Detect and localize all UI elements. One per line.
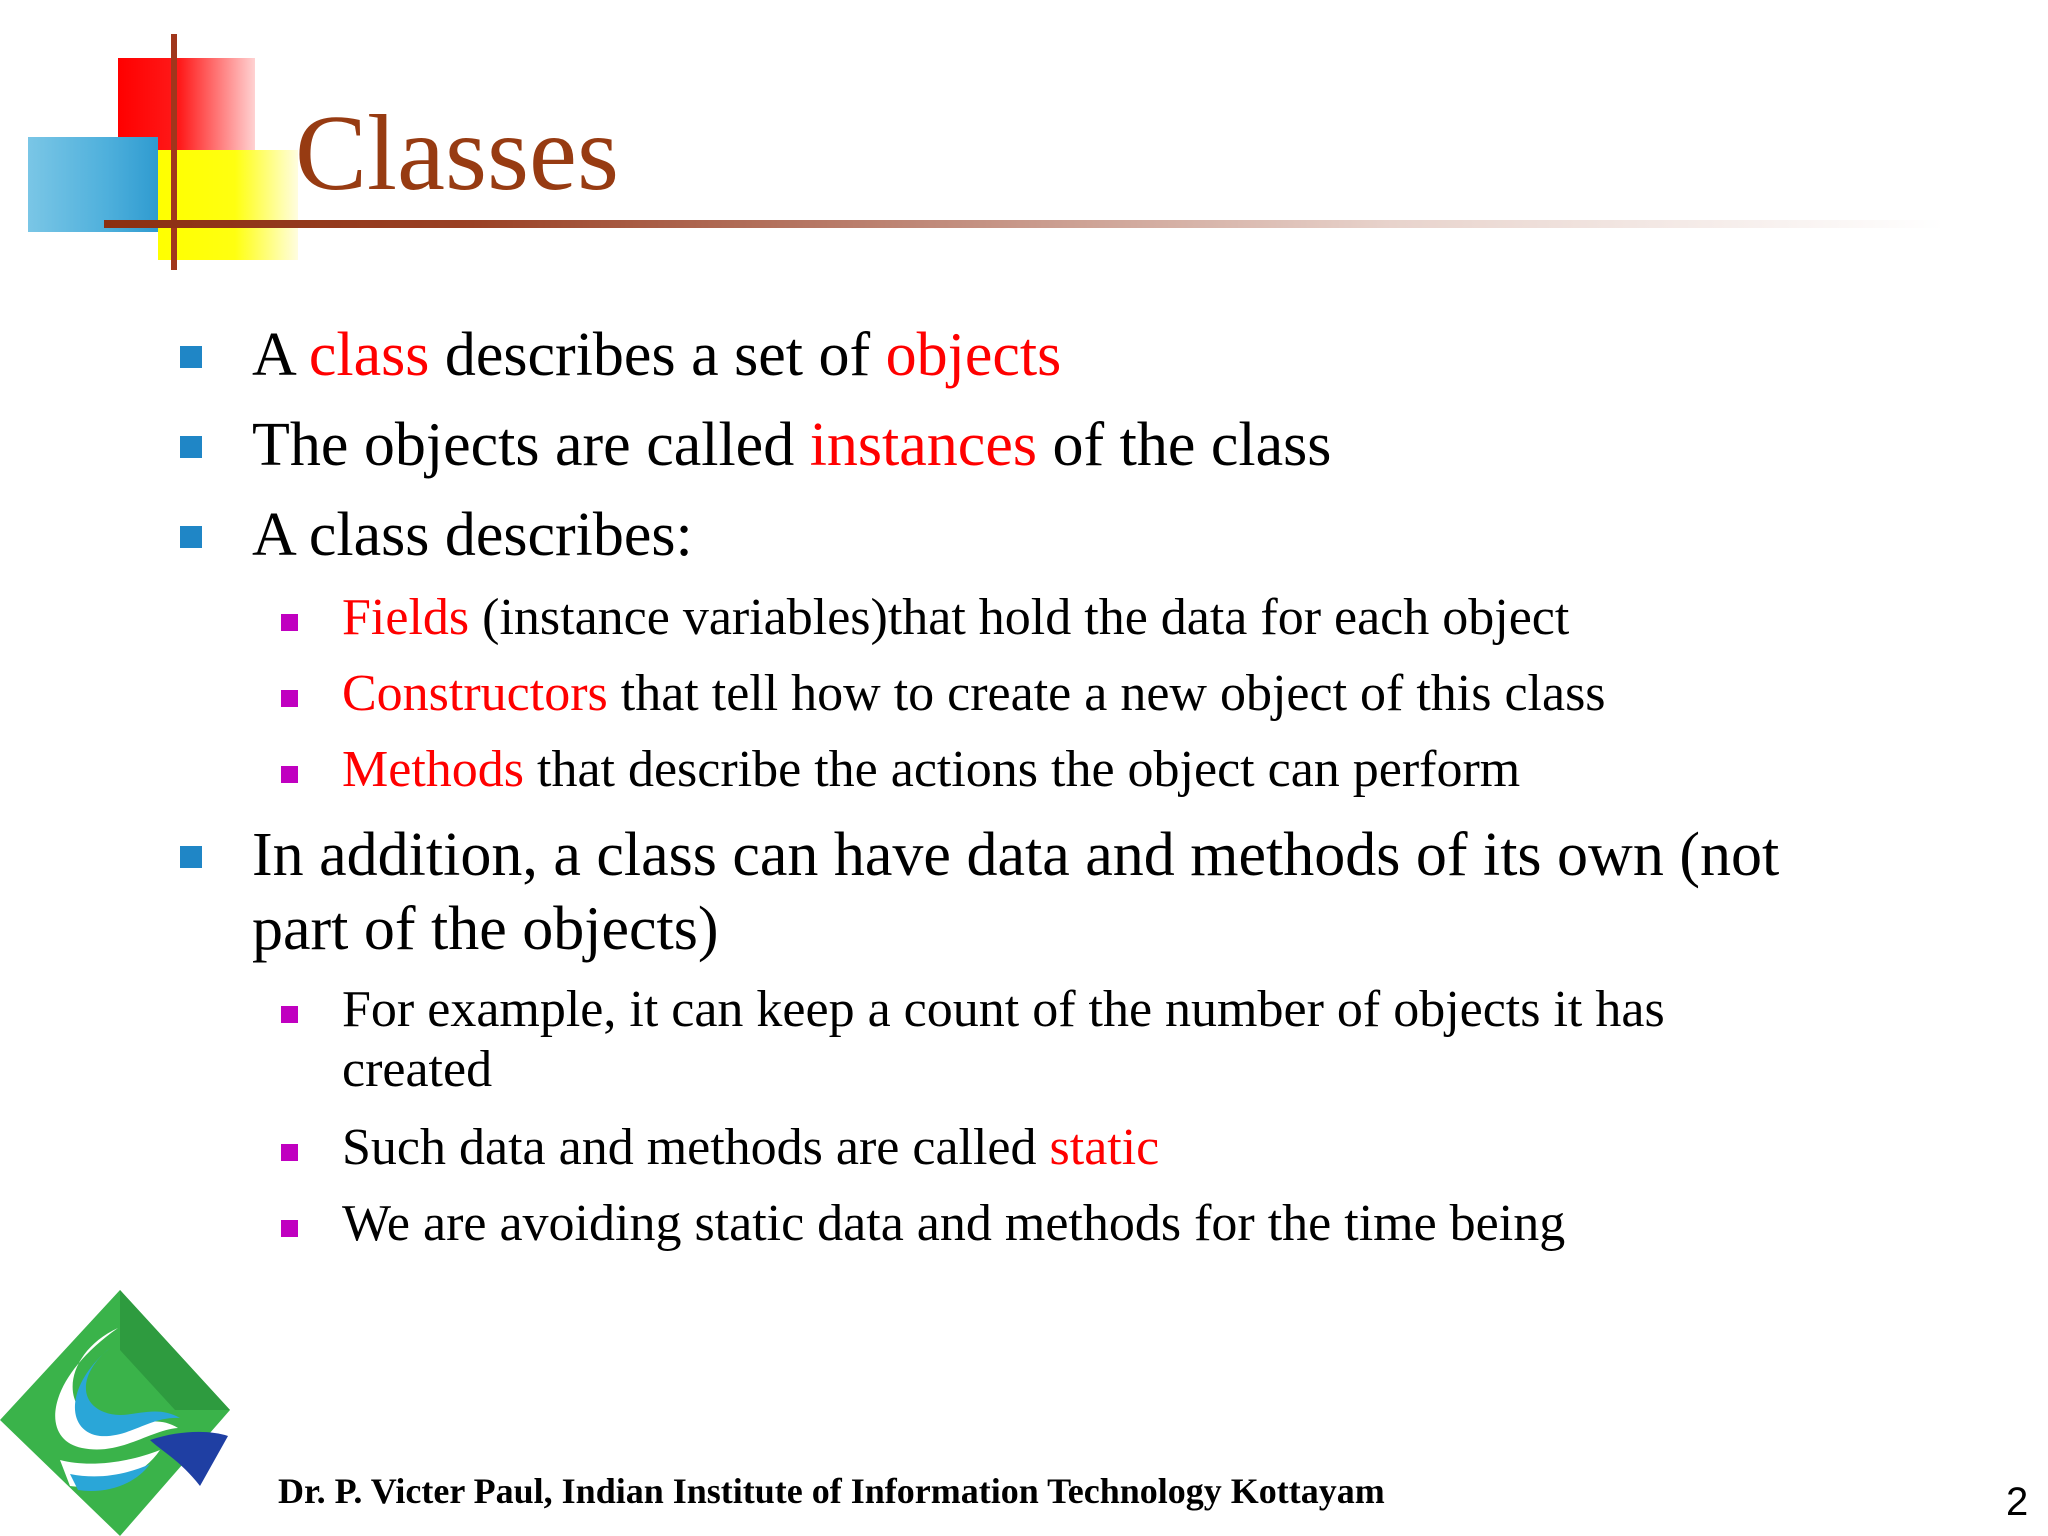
small-square-bullet-icon xyxy=(281,614,298,631)
footer-credit: Dr. P. Victer Paul, Indian Institute of Information Technology Kottayam xyxy=(278,1471,1385,1511)
highlight-term: class xyxy=(308,321,430,389)
bullet-item xyxy=(252,408,1852,482)
sub-bullet-item xyxy=(342,740,1822,800)
slide-title: Classes xyxy=(295,94,619,213)
highlight-term: Fields xyxy=(342,589,470,646)
sub-bullet-text: that describe the actions the object can perform xyxy=(524,741,1521,798)
sub-bullet-item xyxy=(342,1194,1822,1254)
bullet-item xyxy=(252,318,1852,392)
small-square-bullet-icon xyxy=(281,1144,298,1161)
title-underline xyxy=(104,220,1944,228)
small-square-bullet-icon xyxy=(281,1006,298,1023)
square-bullet-icon xyxy=(180,346,202,368)
square-bullet-icon xyxy=(180,846,202,868)
bullet-text: The objects are called xyxy=(252,411,810,479)
decor-blue-block xyxy=(28,137,158,232)
bullet-item xyxy=(252,498,1852,572)
highlight-term: instances xyxy=(809,411,1037,479)
bullet-text: of the class xyxy=(1036,411,1332,479)
bullet-text: describes a set of xyxy=(429,321,886,389)
sub-bullet-item xyxy=(342,980,1812,1100)
page-number: 2 xyxy=(2006,1480,2029,1524)
institute-logo-icon xyxy=(0,1290,230,1536)
sub-bullet-text: We are avoiding static data and methods for the time being xyxy=(342,1195,1566,1252)
highlight-term: Methods xyxy=(342,741,524,798)
small-square-bullet-icon xyxy=(281,766,298,783)
highlight-term: static xyxy=(1049,1119,1160,1176)
square-bullet-icon xyxy=(180,436,202,458)
sub-bullet-text: Such data and methods are called xyxy=(342,1119,1050,1176)
sub-bullet-item xyxy=(342,664,1822,724)
bullet-item xyxy=(252,818,1832,966)
decor-vertical-line xyxy=(171,34,177,270)
bullet-text: A xyxy=(252,321,309,389)
small-square-bullet-icon xyxy=(281,690,298,707)
bullet-text: A class describes: xyxy=(252,501,693,569)
bullet-text: In addition, a class can have data and methods of its own (not part of the objects) xyxy=(252,821,1780,963)
highlight-term: objects xyxy=(885,321,1062,389)
highlight-term: Constructors xyxy=(342,665,608,722)
sub-bullet-item xyxy=(342,588,1822,648)
sub-bullet-text: For example, it can keep a count of the number of objects it has created xyxy=(342,981,1665,1098)
square-bullet-icon xyxy=(180,526,202,548)
sub-bullet-item xyxy=(342,1118,1822,1178)
decor-yellow-block xyxy=(158,150,298,260)
sub-bullet-text: that tell how to create a new object of this class xyxy=(607,665,1606,722)
small-square-bullet-icon xyxy=(281,1220,298,1237)
sub-bullet-text: (instance variables)that hold the data for each object xyxy=(469,589,1570,646)
